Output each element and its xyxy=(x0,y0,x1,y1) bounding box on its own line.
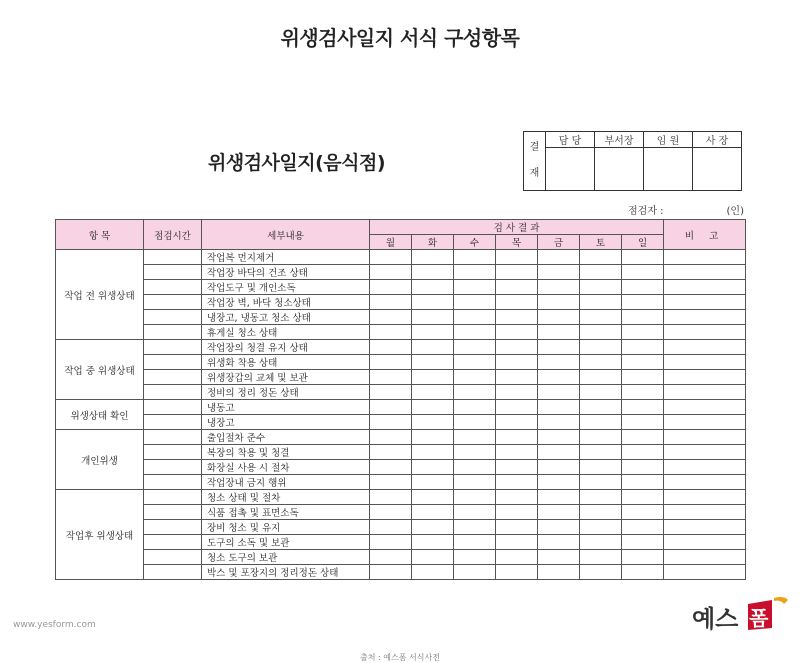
note-cell[interactable] xyxy=(664,565,746,580)
result-cell[interactable] xyxy=(412,490,454,505)
result-cell[interactable] xyxy=(622,355,664,370)
result-cell[interactable] xyxy=(580,430,622,445)
detail-item: 장비 청소 및 유지 xyxy=(202,520,370,535)
result-cell[interactable] xyxy=(370,400,412,415)
result-cell[interactable] xyxy=(370,340,412,355)
section-label: 작업후 위생상태 xyxy=(56,490,144,580)
note-cell[interactable] xyxy=(664,460,746,475)
result-cell[interactable] xyxy=(412,505,454,520)
result-cell[interactable] xyxy=(496,475,538,490)
detail-item: 출입절차 준수 xyxy=(202,430,370,445)
result-cell[interactable] xyxy=(370,490,412,505)
header-time: 점검시간 xyxy=(144,220,202,250)
result-cell[interactable] xyxy=(454,340,496,355)
table-row xyxy=(56,355,746,370)
result-cell[interactable] xyxy=(412,370,454,385)
approval-role: 임 원 xyxy=(644,132,693,148)
time-cell[interactable] xyxy=(144,295,202,310)
result-cell[interactable] xyxy=(622,415,664,430)
table-row xyxy=(56,505,746,520)
result-cell[interactable] xyxy=(580,505,622,520)
approval-role: 담 당 xyxy=(546,132,595,148)
source-credit: 출처 : 예스폼 서식사전 xyxy=(360,653,440,662)
result-cell[interactable] xyxy=(496,505,538,520)
approval-sign-cell[interactable] xyxy=(644,148,693,191)
note-cell[interactable] xyxy=(664,505,746,520)
table-row xyxy=(56,430,746,445)
section-label: 작업 전 위생상태 xyxy=(56,250,144,340)
result-cell[interactable] xyxy=(370,445,412,460)
detail-item: 냉동고 xyxy=(202,400,370,415)
result-cell[interactable] xyxy=(622,475,664,490)
approval-box xyxy=(523,131,742,191)
detail-item: 도구의 소독 및 보관 xyxy=(202,535,370,550)
result-cell[interactable] xyxy=(370,250,412,265)
result-cell[interactable] xyxy=(412,325,454,340)
note-cell[interactable] xyxy=(664,415,746,430)
result-cell[interactable] xyxy=(580,565,622,580)
note-cell[interactable] xyxy=(664,310,746,325)
header-day: 목 xyxy=(496,235,538,250)
result-cell[interactable] xyxy=(370,520,412,535)
table-row xyxy=(56,325,746,340)
result-cell[interactable] xyxy=(412,310,454,325)
time-cell[interactable] xyxy=(144,310,202,325)
detail-item: 위생화 착용 상태 xyxy=(202,355,370,370)
result-cell[interactable] xyxy=(622,565,664,580)
note-cell[interactable] xyxy=(664,355,746,370)
result-cell[interactable] xyxy=(538,310,580,325)
note-cell[interactable] xyxy=(664,370,746,385)
table-row xyxy=(56,550,746,565)
result-cell[interactable] xyxy=(496,280,538,295)
result-cell[interactable] xyxy=(412,265,454,280)
note-cell[interactable] xyxy=(664,250,746,265)
result-cell[interactable] xyxy=(454,520,496,535)
result-cell[interactable] xyxy=(454,490,496,505)
result-cell[interactable] xyxy=(370,355,412,370)
result-cell[interactable] xyxy=(370,475,412,490)
note-cell[interactable] xyxy=(664,445,746,460)
time-cell[interactable] xyxy=(144,445,202,460)
approval-label xyxy=(524,132,546,191)
approval-role: 부서장 xyxy=(595,132,644,148)
time-cell[interactable] xyxy=(144,325,202,340)
section-label: 위생상태 확인 xyxy=(56,400,144,430)
result-cell[interactable] xyxy=(538,490,580,505)
time-cell[interactable] xyxy=(144,430,202,445)
header-note: 비 고 xyxy=(664,220,746,250)
result-cell[interactable] xyxy=(622,370,664,385)
inspection-table xyxy=(55,219,746,580)
result-cell[interactable] xyxy=(538,250,580,265)
detail-item: 작업장내 금지 행위 xyxy=(202,475,370,490)
table-row xyxy=(56,565,746,580)
detail-item: 복장의 착용 및 청결 xyxy=(202,445,370,460)
result-cell[interactable] xyxy=(622,295,664,310)
result-cell[interactable] xyxy=(496,430,538,445)
time-cell[interactable] xyxy=(144,265,202,280)
result-cell[interactable] xyxy=(622,460,664,475)
result-cell[interactable] xyxy=(538,430,580,445)
time-cell[interactable] xyxy=(144,340,202,355)
result-cell[interactable] xyxy=(538,355,580,370)
result-cell[interactable] xyxy=(580,445,622,460)
time-cell[interactable] xyxy=(144,400,202,415)
detail-item: 작업장 바닥의 건조 상태 xyxy=(202,265,370,280)
approval-label-top: 결 xyxy=(529,142,540,153)
time-cell[interactable] xyxy=(144,535,202,550)
result-cell[interactable] xyxy=(370,280,412,295)
table-row xyxy=(56,520,746,535)
result-cell[interactable] xyxy=(412,430,454,445)
checker-label: 점검자 : xyxy=(628,206,664,217)
result-cell[interactable] xyxy=(370,460,412,475)
table-row xyxy=(56,445,746,460)
table-body xyxy=(56,250,746,580)
result-cell[interactable] xyxy=(454,355,496,370)
result-cell[interactable] xyxy=(412,520,454,535)
result-cell[interactable] xyxy=(496,250,538,265)
note-cell[interactable] xyxy=(664,325,746,340)
result-cell[interactable] xyxy=(412,475,454,490)
result-cell[interactable] xyxy=(622,280,664,295)
result-cell[interactable] xyxy=(496,490,538,505)
result-cell[interactable] xyxy=(622,250,664,265)
header-item: 항 목 xyxy=(56,220,144,250)
result-cell[interactable] xyxy=(454,505,496,520)
result-cell[interactable] xyxy=(538,475,580,490)
result-cell[interactable] xyxy=(370,265,412,280)
result-cell[interactable] xyxy=(370,385,412,400)
result-cell[interactable] xyxy=(496,520,538,535)
header-day: 화 xyxy=(412,235,454,250)
result-cell[interactable] xyxy=(538,445,580,460)
result-cell[interactable] xyxy=(622,535,664,550)
result-cell[interactable] xyxy=(496,445,538,460)
result-cell[interactable] xyxy=(412,295,454,310)
note-cell[interactable] xyxy=(664,265,746,280)
detail-item: 작업장의 청결 유지 상태 xyxy=(202,340,370,355)
result-cell[interactable] xyxy=(412,385,454,400)
result-cell[interactable] xyxy=(412,250,454,265)
note-cell[interactable] xyxy=(664,520,746,535)
table-row xyxy=(56,385,746,400)
header-detail: 세부내용 xyxy=(202,220,370,250)
approval-role: 사 장 xyxy=(693,132,742,148)
result-cell[interactable] xyxy=(538,385,580,400)
result-cell[interactable] xyxy=(412,550,454,565)
time-cell[interactable] xyxy=(144,460,202,475)
result-cell[interactable] xyxy=(370,310,412,325)
result-cell[interactable] xyxy=(496,340,538,355)
result-cell[interactable] xyxy=(538,520,580,535)
detail-item: 냉장고 xyxy=(202,415,370,430)
result-cell[interactable] xyxy=(454,475,496,490)
detail-item: 식품 접촉 및 표면소독 xyxy=(202,505,370,520)
result-cell[interactable] xyxy=(538,505,580,520)
detail-item: 청소 상태 및 절차 xyxy=(202,490,370,505)
result-cell[interactable] xyxy=(454,370,496,385)
result-cell[interactable] xyxy=(496,565,538,580)
detail-item: 휴게실 청소 상태 xyxy=(202,325,370,340)
result-cell[interactable] xyxy=(580,265,622,280)
result-cell[interactable] xyxy=(454,280,496,295)
result-cell[interactable] xyxy=(412,535,454,550)
result-cell[interactable] xyxy=(622,310,664,325)
result-cell[interactable] xyxy=(454,400,496,415)
result-cell[interactable] xyxy=(454,310,496,325)
result-cell[interactable] xyxy=(370,550,412,565)
header-result: 검 사 결 과 xyxy=(370,220,664,235)
table-row xyxy=(56,490,746,505)
result-cell[interactable] xyxy=(580,370,622,385)
result-cell[interactable] xyxy=(580,415,622,430)
yesform-logo xyxy=(688,594,792,634)
note-cell[interactable] xyxy=(664,430,746,445)
time-cell[interactable] xyxy=(144,475,202,490)
detail-item: 박스 및 포장지의 정리정돈 상태 xyxy=(202,565,370,580)
time-cell[interactable] xyxy=(144,370,202,385)
result-cell[interactable] xyxy=(538,325,580,340)
logo-text-part: 폼 xyxy=(749,606,769,630)
result-cell[interactable] xyxy=(538,295,580,310)
time-cell[interactable] xyxy=(144,385,202,400)
result-cell[interactable] xyxy=(454,265,496,280)
result-cell[interactable] xyxy=(412,445,454,460)
result-cell[interactable] xyxy=(454,385,496,400)
result-cell[interactable] xyxy=(370,535,412,550)
time-cell[interactable] xyxy=(144,520,202,535)
page-title: 위생검사일지 서식 구성항목 xyxy=(280,26,520,50)
result-cell[interactable] xyxy=(370,370,412,385)
time-cell[interactable] xyxy=(144,505,202,520)
note-cell[interactable] xyxy=(664,340,746,355)
header-day: 월 xyxy=(370,235,412,250)
time-cell[interactable] xyxy=(144,355,202,370)
result-cell[interactable] xyxy=(496,310,538,325)
result-cell[interactable] xyxy=(538,535,580,550)
checker-seal: (인) xyxy=(726,206,744,217)
detail-item: 작업도구 및 개인소독 xyxy=(202,280,370,295)
detail-item: 작업장 벽, 바닥 청소상태 xyxy=(202,295,370,310)
header-day: 금 xyxy=(538,235,580,250)
header-day: 일 xyxy=(622,235,664,250)
time-cell[interactable] xyxy=(144,415,202,430)
result-cell[interactable] xyxy=(412,340,454,355)
table-row xyxy=(56,280,746,295)
result-cell[interactable] xyxy=(580,490,622,505)
table-row xyxy=(56,250,746,265)
result-cell[interactable] xyxy=(538,550,580,565)
result-cell[interactable] xyxy=(454,430,496,445)
result-cell[interactable] xyxy=(538,460,580,475)
result-cell[interactable] xyxy=(370,565,412,580)
detail-item: 위생장갑의 교체 및 보관 xyxy=(202,370,370,385)
result-cell[interactable] xyxy=(622,445,664,460)
result-cell[interactable] xyxy=(580,310,622,325)
result-cell[interactable] xyxy=(496,355,538,370)
table-row xyxy=(56,400,746,415)
time-cell[interactable] xyxy=(144,280,202,295)
result-cell[interactable] xyxy=(622,385,664,400)
result-cell[interactable] xyxy=(496,325,538,340)
result-cell[interactable] xyxy=(370,325,412,340)
site-url[interactable]: www.yesform.com xyxy=(13,620,96,630)
note-cell[interactable] xyxy=(664,475,746,490)
header-day: 수 xyxy=(454,235,496,250)
time-cell[interactable] xyxy=(144,250,202,265)
result-cell[interactable] xyxy=(580,250,622,265)
result-cell[interactable] xyxy=(496,265,538,280)
result-cell[interactable] xyxy=(538,370,580,385)
table-row xyxy=(56,310,746,325)
result-cell[interactable] xyxy=(622,520,664,535)
result-cell[interactable] xyxy=(370,505,412,520)
result-cell[interactable] xyxy=(622,505,664,520)
result-cell[interactable] xyxy=(412,280,454,295)
approval-sign-cell[interactable] xyxy=(595,148,644,191)
table-row xyxy=(56,340,746,355)
result-cell[interactable] xyxy=(454,250,496,265)
result-cell[interactable] xyxy=(622,430,664,445)
result-cell[interactable] xyxy=(496,400,538,415)
result-cell[interactable] xyxy=(538,340,580,355)
table-row xyxy=(56,460,746,475)
note-cell[interactable] xyxy=(664,280,746,295)
approval-sign-cell[interactable] xyxy=(546,148,595,191)
note-cell[interactable] xyxy=(664,400,746,415)
approval-label-bottom: 재 xyxy=(529,168,540,179)
note-cell[interactable] xyxy=(664,385,746,400)
result-cell[interactable] xyxy=(412,460,454,475)
table-row xyxy=(56,415,746,430)
result-cell[interactable] xyxy=(370,415,412,430)
result-cell[interactable] xyxy=(580,295,622,310)
checker-line xyxy=(628,202,744,217)
result-cell[interactable] xyxy=(580,475,622,490)
note-cell[interactable] xyxy=(664,550,746,565)
time-cell[interactable] xyxy=(144,565,202,580)
result-cell[interactable] xyxy=(580,550,622,565)
detail-item: 화장실 사용 시 절차 xyxy=(202,460,370,475)
result-cell[interactable] xyxy=(580,520,622,535)
approval-sign-cell[interactable] xyxy=(693,148,742,191)
detail-item: 냉장고, 냉동고 청소 상태 xyxy=(202,310,370,325)
result-cell[interactable] xyxy=(370,430,412,445)
result-cell[interactable] xyxy=(580,535,622,550)
detail-item: 청소 도구의 보관 xyxy=(202,550,370,565)
section-label: 작업 중 위생상태 xyxy=(56,340,144,400)
result-cell[interactable] xyxy=(538,565,580,580)
result-cell[interactable] xyxy=(370,295,412,310)
result-cell[interactable] xyxy=(496,415,538,430)
result-cell[interactable] xyxy=(622,340,664,355)
result-cell[interactable] xyxy=(454,460,496,475)
table-row xyxy=(56,535,746,550)
result-cell[interactable] xyxy=(412,565,454,580)
result-cell[interactable] xyxy=(580,385,622,400)
detail-item: 작업복 먼지제거 xyxy=(202,250,370,265)
result-cell[interactable] xyxy=(454,550,496,565)
result-cell[interactable] xyxy=(538,265,580,280)
header-day: 토 xyxy=(580,235,622,250)
result-cell[interactable] xyxy=(622,490,664,505)
result-cell[interactable] xyxy=(580,355,622,370)
form-title: 위생검사일지(음식점) xyxy=(208,152,386,174)
result-cell[interactable] xyxy=(454,535,496,550)
result-cell[interactable] xyxy=(454,565,496,580)
result-cell[interactable] xyxy=(496,550,538,565)
result-cell[interactable] xyxy=(622,325,664,340)
logo-text-part: 예스 xyxy=(692,605,739,633)
time-cell[interactable] xyxy=(144,490,202,505)
note-cell[interactable] xyxy=(664,295,746,310)
table-row xyxy=(56,265,746,280)
result-cell[interactable] xyxy=(580,325,622,340)
result-cell[interactable] xyxy=(580,280,622,295)
note-cell[interactable] xyxy=(664,490,746,505)
result-cell[interactable] xyxy=(496,460,538,475)
result-cell[interactable] xyxy=(454,415,496,430)
time-cell[interactable] xyxy=(144,550,202,565)
result-cell[interactable] xyxy=(622,265,664,280)
result-cell[interactable] xyxy=(622,550,664,565)
result-cell[interactable] xyxy=(580,400,622,415)
table-row xyxy=(56,295,746,310)
result-cell[interactable] xyxy=(412,415,454,430)
result-cell[interactable] xyxy=(496,295,538,310)
result-cell[interactable] xyxy=(496,385,538,400)
result-cell[interactable] xyxy=(412,400,454,415)
note-cell[interactable] xyxy=(664,535,746,550)
result-cell[interactable] xyxy=(412,355,454,370)
result-cell[interactable] xyxy=(622,400,664,415)
result-cell[interactable] xyxy=(580,460,622,475)
result-cell[interactable] xyxy=(538,415,580,430)
detail-item: 정비의 정리 정돈 상태 xyxy=(202,385,370,400)
table-row xyxy=(56,370,746,385)
result-cell[interactable] xyxy=(538,280,580,295)
result-cell[interactable] xyxy=(454,295,496,310)
section-label: 개인위생 xyxy=(56,430,144,490)
result-cell[interactable] xyxy=(454,445,496,460)
result-cell[interactable] xyxy=(496,535,538,550)
table-row xyxy=(56,475,746,490)
result-cell[interactable] xyxy=(580,340,622,355)
result-cell[interactable] xyxy=(538,400,580,415)
result-cell[interactable] xyxy=(454,325,496,340)
result-cell[interactable] xyxy=(496,370,538,385)
